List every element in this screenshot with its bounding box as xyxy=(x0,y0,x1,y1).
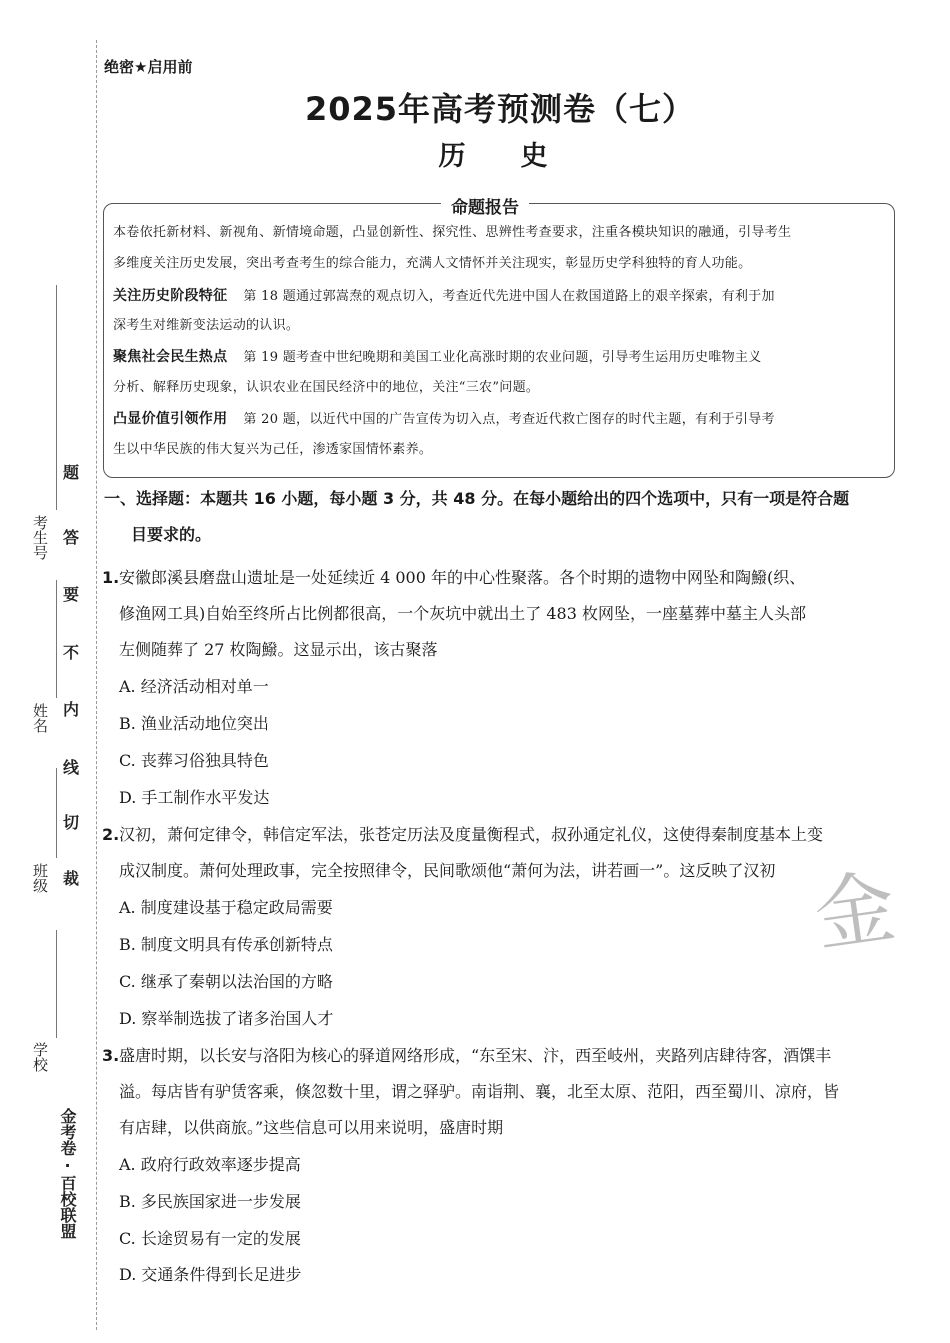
name-label: 姓名 xyxy=(31,703,49,733)
page-title: 2025年高考预测卷（七） xyxy=(304,90,696,128)
option-a[interactable]: A. 经济活动相对单一 xyxy=(119,677,269,696)
option-a[interactable]: A. 政府行政效率逐步提高 xyxy=(119,1155,301,1174)
school-label: 学校 xyxy=(31,1042,49,1072)
name-field[interactable] xyxy=(56,580,57,698)
cut-char: 切 xyxy=(63,813,80,832)
question-number: 1. xyxy=(102,568,120,587)
cut-char: 题 xyxy=(63,463,80,482)
report-intro-line: 本卷依托新材料、新视角、新情境命题，凸显创新性、探究性、思辨性考查要求，注重各模块知识的融通，引导考生 xyxy=(113,225,792,240)
report-item-text: 第 18 题通过郭嵩焘的观点切入，考查近代先进中国人在救国道路上的艰辛探索，有利于加 xyxy=(243,289,775,304)
option-c[interactable]: C. 继承了秦朝以法治国的方略 xyxy=(119,972,333,991)
report-item-text: 分析、解释历史现象，认识农业在国民经济中的地位，关注“三农”问题。 xyxy=(113,380,540,395)
option-a[interactable]: A. 制度建设基于稳定政局需要 xyxy=(119,898,333,917)
report-box xyxy=(103,203,895,478)
report-item-label: 聚焦社会民生热点 xyxy=(113,349,228,365)
class-field[interactable] xyxy=(56,768,57,858)
cut-line xyxy=(96,40,97,1330)
option-b[interactable]: B. 渔业活动地位突出 xyxy=(119,714,269,733)
cut-char: 裁 xyxy=(63,869,80,888)
brand-label: 金考卷·百校联盟 xyxy=(58,1108,77,1239)
class-label: 班级 xyxy=(31,863,49,893)
report-item-text: 深考生对维新变法运动的认识。 xyxy=(113,318,300,333)
option-d[interactable]: D. 察举制选拔了诸多治国人才 xyxy=(119,1009,334,1028)
question-text: 溢。每店皆有驴赁客乘，倏忽数十里，谓之驿驴。南诣荆、襄，北至太原、范阳，西至蜀川、凉府，皆 xyxy=(119,1082,840,1101)
question-text: 盛唐时期，以长安与洛阳为核心的驿道网络形成，“东至宋、汴，西至岐州，夹路列店肆待客，酒馔丰 xyxy=(119,1046,832,1065)
option-d[interactable]: D. 手工制作水平发达 xyxy=(119,788,270,807)
cut-char: 答 xyxy=(63,528,80,547)
watermark-stamp: 金 xyxy=(808,859,902,964)
report-item xyxy=(113,409,888,430)
option-d[interactable]: D. 交通条件得到长足进步 xyxy=(119,1265,302,1284)
school-field[interactable] xyxy=(56,930,57,1038)
question-number: 3. xyxy=(102,1046,120,1065)
report-item xyxy=(113,286,888,307)
section-heading: 目要求的。 xyxy=(131,525,212,544)
cut-char: 要 xyxy=(63,585,80,604)
section-heading: 一、选择题：本题共 16 小题，每小题 3 分，共 48 分。在每小题给出的四个选项中，只有一项是符合题 xyxy=(104,489,850,508)
option-b[interactable]: B. 制度文明具有传承创新特点 xyxy=(119,935,333,954)
question-number: 2. xyxy=(102,825,120,844)
report-item xyxy=(113,347,888,368)
cut-char: 内 xyxy=(63,700,80,719)
option-b[interactable]: B. 多民族国家进一步发展 xyxy=(119,1192,301,1211)
candidate-number-label: 考生号 xyxy=(31,515,49,560)
cut-char: 不 xyxy=(63,643,80,662)
question-text: 左侧随葬了 27 枚陶鱍。这显示出，该古聚落 xyxy=(119,640,438,659)
confidential-mark: 绝密★启用前 xyxy=(104,58,193,76)
option-c[interactable]: C. 长途贸易有一定的发展 xyxy=(119,1229,301,1248)
question-text: 有店肆，以供商旅。”这些信息可以用来说明，盛唐时期 xyxy=(119,1118,504,1137)
report-intro-line: 多维度关注历史发展，突出考查考生的综合能力，充满人文情怀并关注现实，彰显历史学科独特的育人功能。 xyxy=(113,256,752,271)
report-item-text: 第 19 题考查中世纪晚期和美国工业化高涨时期的农业问题，引导考生运用历史唯物主义 xyxy=(243,350,762,365)
question-text: 汉初，萧何定律令，韩信定军法，张苍定历法及度量衡程式，叔孙通定礼仪，这使得秦制度基本上变 xyxy=(119,825,824,844)
cut-char: 线 xyxy=(63,758,80,777)
question-text: 修渔网工具)自始至终所占比例都很高，一个灰坑中就出土了 483 枚网坠，一座墓葬中墓主人头部 xyxy=(119,604,806,623)
option-c[interactable]: C. 丧葬习俗独具特色 xyxy=(119,751,269,770)
report-title: 命题报告 xyxy=(441,193,529,218)
subject-title: 历 史 xyxy=(438,141,562,172)
report-item-text: 生以中华民族的伟大复兴为己任，渗透家国情怀素养。 xyxy=(113,442,433,457)
report-item-label: 凸显价值引领作用 xyxy=(113,411,228,427)
question-text: 安徽郎溪县磨盘山遗址是一处延续近 4 000 年的中心性聚落。各个时期的遗物中网坠和陶鱍(织、 xyxy=(119,568,806,587)
candidate-number-field[interactable] xyxy=(56,285,57,510)
question-text: 成汉制度。萧何处理政事，完全按照律令，民间歌颂他“萧何为法，讲若画一”。这反映了汉初 xyxy=(119,861,776,880)
report-item-text: 第 20 题，以近代中国的广告宣传为切入点，考查近代救亡图存的时代主题，有利于引导考 xyxy=(243,412,775,427)
report-item-label: 关注历史阶段特征 xyxy=(113,288,228,304)
